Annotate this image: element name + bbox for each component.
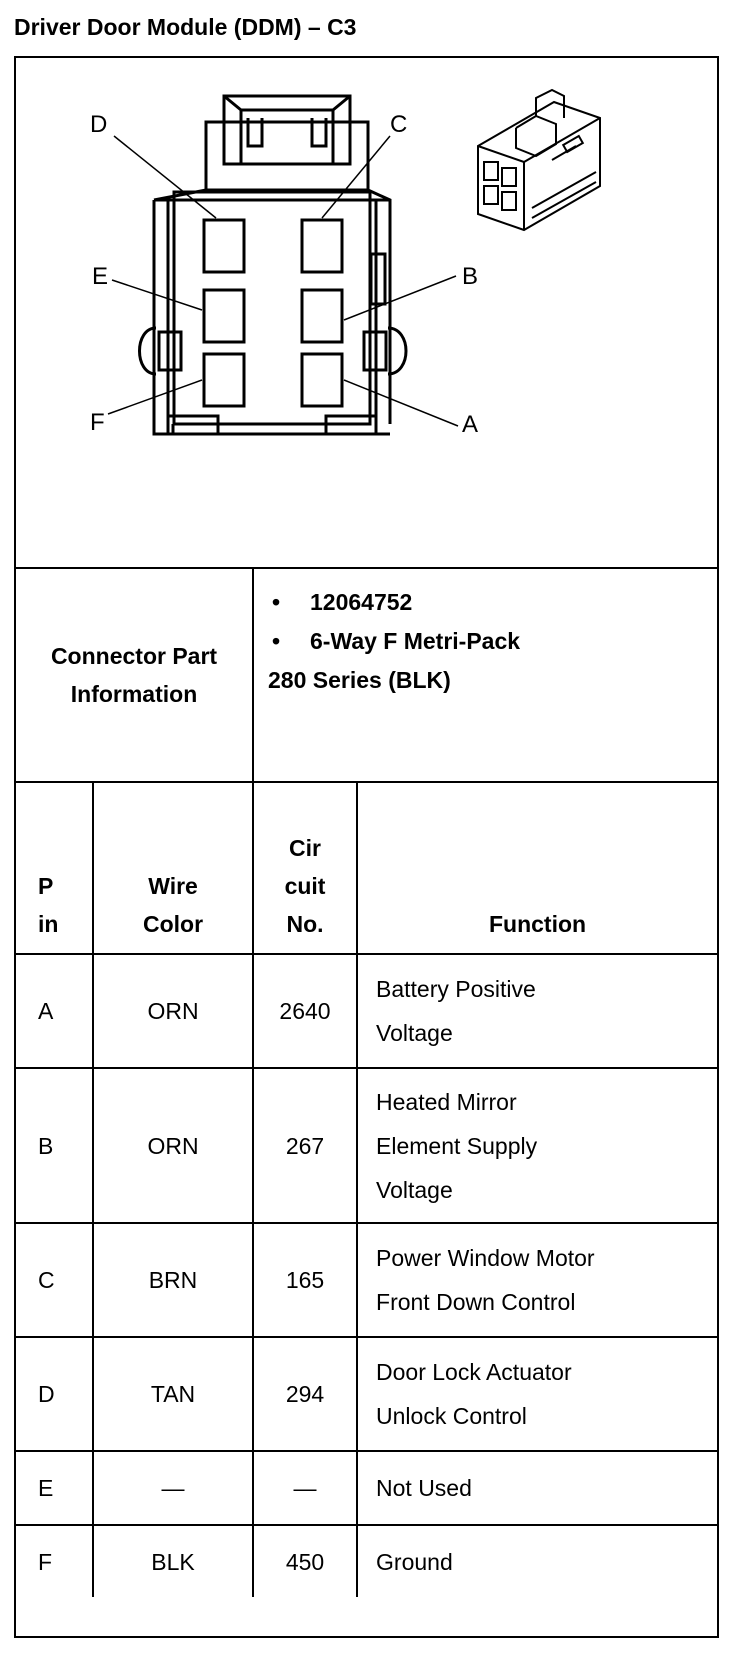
connector-series: 280 Series (BLK) <box>268 667 451 693</box>
cavity-label-e: E <box>92 263 109 290</box>
connector-iso-icon <box>478 90 600 230</box>
pin-cell: C <box>16 1223 93 1337</box>
cavity-label-f: F <box>90 409 105 436</box>
wire-color-cell: — <box>93 1451 253 1525</box>
table-row <box>16 1068 717 1223</box>
circuit-cell: 165 <box>253 1223 357 1337</box>
circuit-cell: — <box>253 1451 357 1525</box>
function-cell: Heated Mirror Element Supply Voltage <box>357 1068 717 1223</box>
cavity-label-c: C <box>390 111 408 138</box>
function-cell: Ground <box>357 1525 717 1597</box>
cavity-c <box>302 220 342 272</box>
header-pin: P in <box>16 782 93 954</box>
pin-cell: E <box>16 1451 93 1525</box>
bullet-icon: • <box>272 589 281 615</box>
circuit-cell: 450 <box>253 1525 357 1597</box>
wire-color-cell: ORN <box>93 1068 253 1223</box>
wire-color-cell: ORN <box>93 954 253 1068</box>
cavity-b <box>302 290 342 342</box>
wire-color-cell: BRN <box>93 1223 253 1337</box>
header-circuit-no: Cir cuit No. <box>253 782 357 954</box>
connector-type-line <box>268 622 717 661</box>
table-row <box>16 1525 717 1597</box>
header-row <box>16 782 717 954</box>
function-cell: Battery Positive Voltage <box>357 954 717 1068</box>
header-wire-color: Wire Color <box>93 782 253 954</box>
table-row <box>16 1337 717 1451</box>
header-function: Function <box>357 782 717 954</box>
cavity-label-d: D <box>90 111 108 138</box>
connector-info-row <box>16 568 717 782</box>
pin-cell: D <box>16 1337 93 1451</box>
wire-color-cell: TAN <box>93 1337 253 1451</box>
connector-diagram <box>16 58 717 567</box>
connector-sheet <box>14 56 719 1638</box>
cavity-d <box>204 220 244 272</box>
page-title: Driver Door Module (DDM) – C3 <box>14 14 357 40</box>
function-cell: Power Window Motor Front Down Control <box>357 1223 717 1337</box>
circuit-cell: 294 <box>253 1337 357 1451</box>
table-row <box>16 954 717 1068</box>
wire-color-cell: BLK <box>93 1525 253 1597</box>
part-number: 12064752 <box>310 589 413 615</box>
connector-face-drawing <box>16 58 717 567</box>
cavity-e <box>204 290 244 342</box>
cavity-a <box>302 354 342 406</box>
cavity-f <box>204 354 244 406</box>
function-cell: Door Lock Actuator Unlock Control <box>357 1337 717 1451</box>
circuit-cell: 2640 <box>253 954 357 1068</box>
cavity-label-b: B <box>462 263 479 290</box>
table-row <box>16 1223 717 1337</box>
connector-info-value <box>253 568 717 782</box>
bullet-icon: • <box>272 628 281 654</box>
pin-cell: F <box>16 1525 93 1597</box>
pinout-table <box>16 567 717 1597</box>
cavity-label-a: A <box>462 411 479 438</box>
connector-type: 6-Way F Metri-Pack <box>310 628 521 654</box>
connector-info-label <box>16 568 253 782</box>
function-cell: Not Used <box>357 1451 717 1525</box>
table-row <box>16 1451 717 1525</box>
connector-info-label-line2: Information <box>70 681 198 707</box>
pin-cell: A <box>16 954 93 1068</box>
circuit-cell: 267 <box>253 1068 357 1223</box>
pin-cell: B <box>16 1068 93 1223</box>
part-number-line <box>268 583 717 622</box>
connector-info-label-line1: Connector Part <box>50 643 218 669</box>
